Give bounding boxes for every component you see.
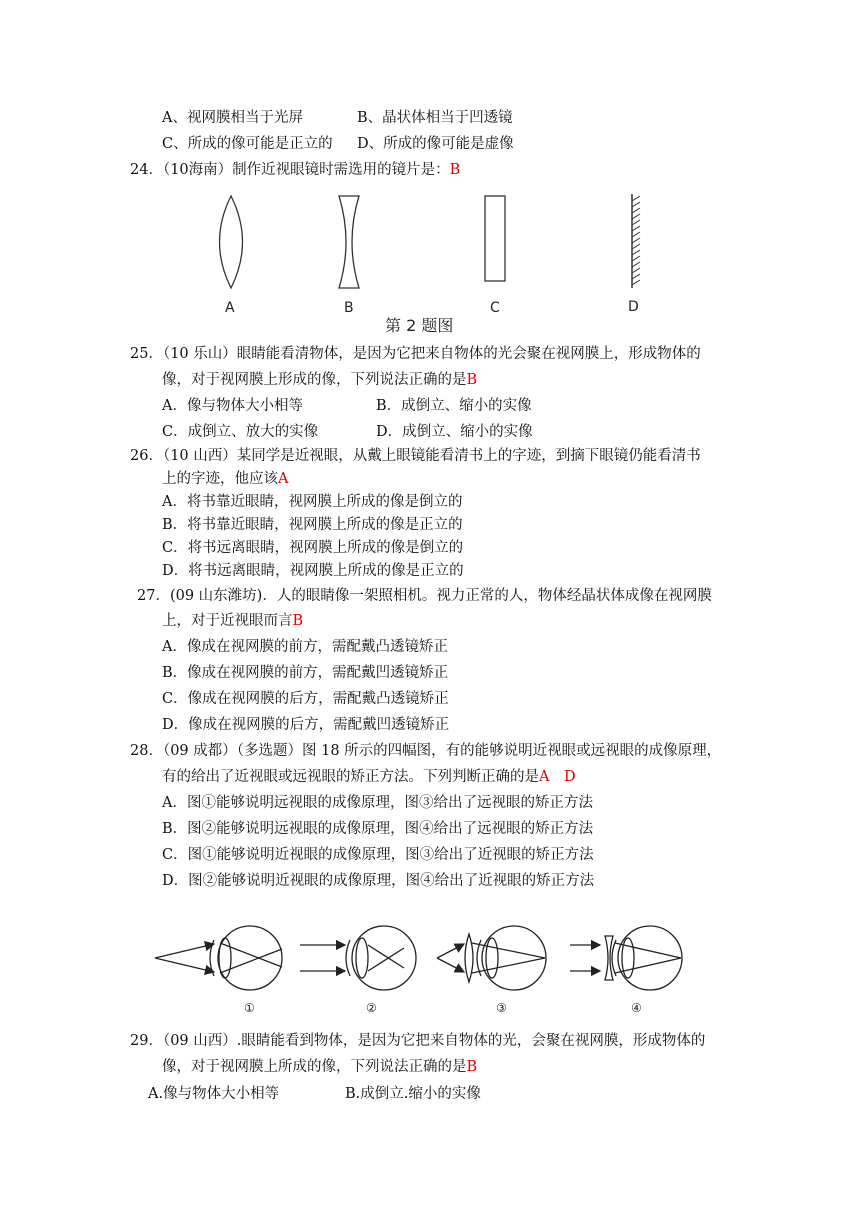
q29-line2: 像，对于视网膜上所成的像，下列说法正确的是 [162, 1059, 467, 1075]
eye-label-4: ④ [631, 1001, 642, 1015]
q28-option-a: A．图①能够说明远视眼的成像原理，图③给出了远视眼的矫正方法 [162, 795, 593, 811]
eye-label-2: ② [366, 1001, 377, 1015]
eye-label-1: ① [244, 1001, 255, 1015]
lens-label-a: A [225, 300, 235, 316]
q25-option-b: B．成倒立、缩小的实像 [376, 398, 532, 414]
q27-option-b: B．像成在视网膜的前方，需配戴凹透镜矫正 [162, 665, 449, 681]
q29-option-b: B.成倒立.缩小的实像 [345, 1086, 481, 1102]
eye-diagram-1 [155, 926, 282, 990]
eye-label-3: ③ [496, 1001, 507, 1015]
q23-option-b: B、晶状体相当于凹透镜 [357, 110, 513, 126]
q26-line1: 26．（10 山西）某同学是近视眼，从戴上眼镜能看清书上的字迹，到摘下眼镜仍能看清书 [130, 448, 701, 464]
q28-answer: A D [539, 769, 576, 785]
q28-line1: 28．（09 成都）（多选题）图 18 所示的四幅图，有的能够说明近视眼或远视眼的成像原理， [130, 743, 722, 759]
eye-diagram-4 [570, 926, 682, 990]
q25-line1: 25．（10 乐山）眼睛能看清物体，是因为它把来自物体的光会聚在视网膜上，形成物体的 [130, 346, 701, 362]
q29-option-a: A.像与物体大小相等 [148, 1086, 280, 1102]
q27-answer: B [292, 613, 304, 629]
q28-option-b: B．图②能够说明远视眼的成像原理，图④给出了远视眼的矫正方法 [162, 821, 594, 837]
q24-figure-caption: 第 2 题图 [385, 316, 454, 335]
eye-diagram-2 [300, 926, 416, 990]
q28-line2: 有的给出了近视眼或远视眼的矫正方法。下列判断正确的是 [162, 769, 539, 785]
q27-line1: 27．(09 山东潍坊)．人的眼睛像一架照相机。视力正常的人，物体经晶状体成像在视网膜 [137, 588, 712, 604]
q23-option-d: D、所成的像可能是虚像 [357, 136, 514, 152]
q26-option-b: B．将书靠近眼睛，视网膜上所成的像是正立的 [162, 517, 463, 533]
lens-label-b: B [344, 300, 354, 316]
q25-answer: B [466, 372, 478, 388]
q26-option-d: D．将书远离眼睛，视网膜上所成的像是正立的 [162, 563, 464, 579]
q23-option-c: C、所成的像可能是正立的 [162, 136, 333, 152]
q28-option-d: D．图②能够说明近视眼的成像原理，图④给出了近视眼的矫正方法 [162, 873, 595, 889]
q27-line2: 上，对于近视眼而言 [162, 613, 293, 629]
q25-option-c: C．成倒立、放大的实像 [162, 424, 319, 440]
q25-option-d: D．成倒立、缩小的实像 [376, 424, 533, 440]
q23-option-a: A、视网膜相当于光屏 [162, 110, 303, 126]
q27-option-c: C．像成在视网膜的后方，需配戴凸透镜矫正 [162, 691, 449, 707]
q29-line2-row [162, 1057, 477, 1077]
q25-line2: 像，对于视网膜上形成的像，下列说法正确的是 [162, 372, 467, 388]
q26-line2: 上的字迹，他应该 [162, 471, 278, 487]
q27-option-a: A．像成在视网膜的前方，需配戴凸透镜矫正 [162, 639, 448, 655]
q24-answer: B [449, 162, 461, 178]
q24-text: 24．（10海南）制作近视眼镜时需选用的镜片是： [130, 162, 450, 178]
eye-diagram-3 [437, 926, 546, 990]
q29-line1: 29．（09 山西）.眼睛能看到物体，是因为它把来自物体的光，会聚在视网膜，形成物体的 [130, 1033, 706, 1049]
lens-label-c: C [490, 300, 500, 316]
lens-label-d: D [628, 299, 639, 315]
q29-answer: B [466, 1059, 478, 1075]
q26-answer: A [278, 471, 289, 487]
q27-option-d: D．像成在视网膜的后方，需配戴凹透镜矫正 [162, 717, 450, 733]
q28-option-c: C．图①能够说明近视眼的成像原理，图③给出了近视眼的矫正方法 [162, 847, 594, 863]
q25-option-a: A．像与物体大小相等 [162, 398, 303, 414]
q26-option-c: C．将书远离眼睛，视网膜上所成的像是倒立的 [162, 540, 464, 556]
q26-option-a: A．将书靠近眼睛，视网膜上所成的像是倒立的 [162, 494, 463, 510]
